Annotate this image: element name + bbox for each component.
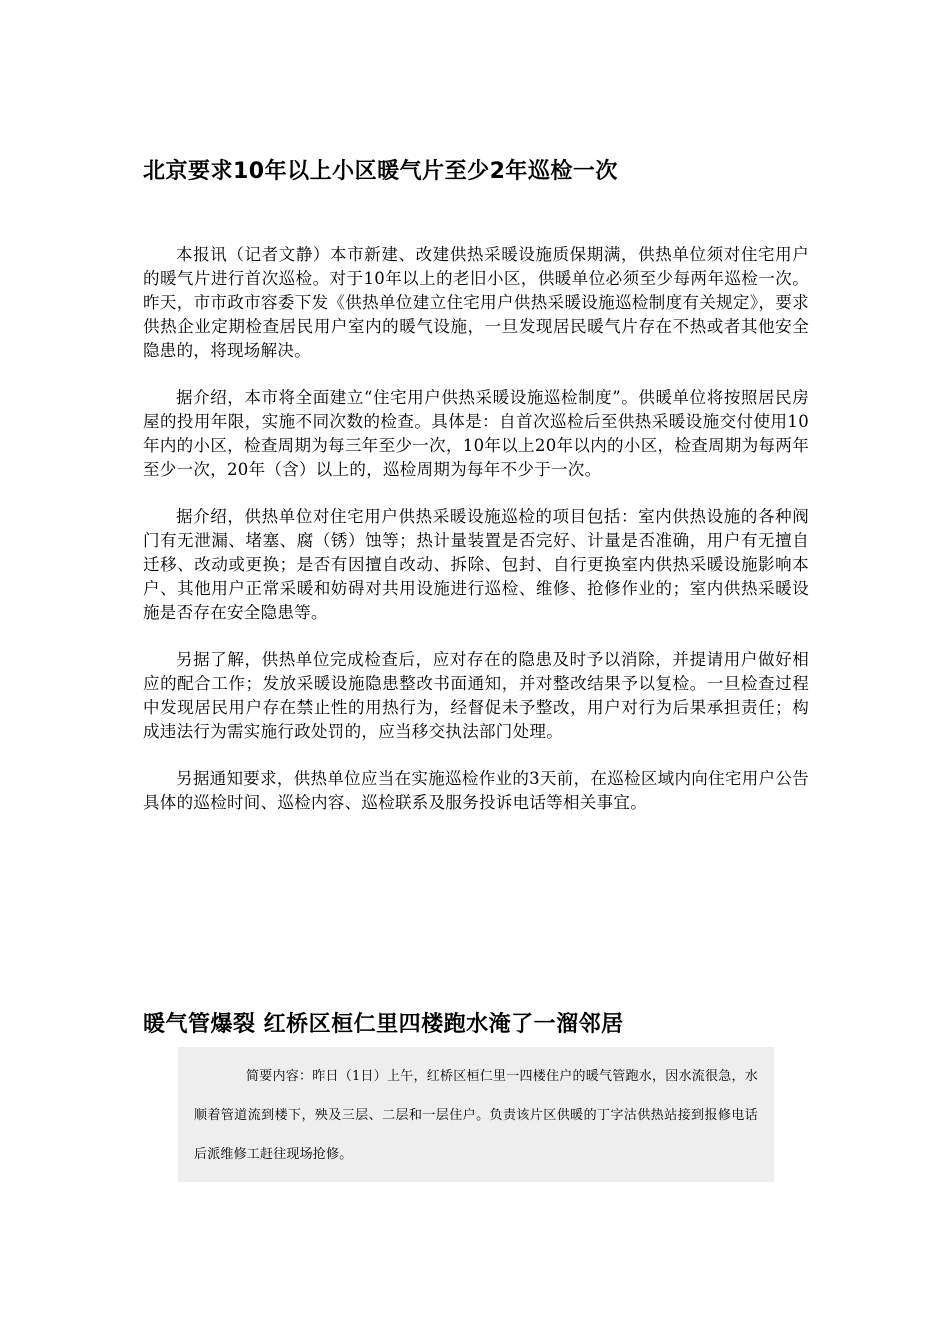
- second-article-title: 暖气管爆裂 红桥区桓仁里四楼跑水淹了一溜邻居: [143, 1012, 624, 1037]
- summary-text: 简要内容：昨日（1日）上午，红桥区桓仁里一四楼住户的暖气管跑水，因水流很急，水顺着管道流到楼下，殃及三层、二层和一层住户。负责该片区供暖的丁字沽供热站接到报修电话后派维修工赶往现场抢修。: [194, 1069, 758, 1162]
- article-paragraph: 据介绍，本市将全面建立“住宅用户供热采暖设施巡检制度”。供暖单位将按照居民房屋的投用年限，实施不同次数的检查。具体是：自首次巡检后至供热采暖设施交付使用10年内的小区，检查周期为每三年至少一次，10年以上20年以内的小区，检查周期为每两年至少一次，20年（含）以上的，巡检周期为每年不少于一次。: [143, 388, 809, 479]
- summary-box: [178, 1047, 774, 1182]
- article-paragraph: 另据通知要求，供热单位应当在实施巡检作业的3天前，在巡检区域内向住宅用户公告具体的巡检时间、巡检内容、巡检联系及服务投诉电话等相关事宜。: [143, 769, 809, 812]
- article-paragraph: 另据了解，供热单位完成检查后，应对存在的隐患及时予以消除，并提请用户做好相应的配合工作；发放采暖设施隐患整改书面通知，并对整改结果予以复检。一旦检查过程中发现居民用户存在禁止性的用热行为，经督促未予整改，用户对行为后果承担责任；构成违法行为需实施行政处罚的，应当移交执法部门处理。: [143, 650, 809, 741]
- article-body: [143, 243, 809, 838]
- article-title: 北京要求10年以上小区暖气片至少2年巡检一次: [143, 159, 618, 184]
- article-paragraph: 本报讯（记者文静）本市新建、改建供热采暖设施质保期满，供热单位须对住宅用户的暖气片进行首次巡检。对于10年以上的老旧小区，供暖单位必须至少每两年巡检一次。昨天，市市政市容委下发《供热单位建立住宅用户供热采暖设施巡检制度有关规定》，要求供热企业定期检查居民用户室内的暖气设施，一旦发现居民暖气片存在不热或者其他安全隐患的，将现场解决。: [143, 245, 809, 360]
- article-paragraph: 据介绍，供热单位对住宅用户供热采暖设施巡检的项目包括：室内供热设施的各种阀门有无泄漏、堵塞、腐（锈）蚀等；热计量装置是否完好、计量是否准确，用户有无擅自迁移、改动或更换；是否有因擅自改动、拆除、包封、自行更换室内供热采暖设施影响本户、其他用户正常采暖和妨碍对共用设施进行巡检、维修、抢修作业的；室内供热采暖设施是否存在安全隐患等。: [143, 507, 809, 622]
